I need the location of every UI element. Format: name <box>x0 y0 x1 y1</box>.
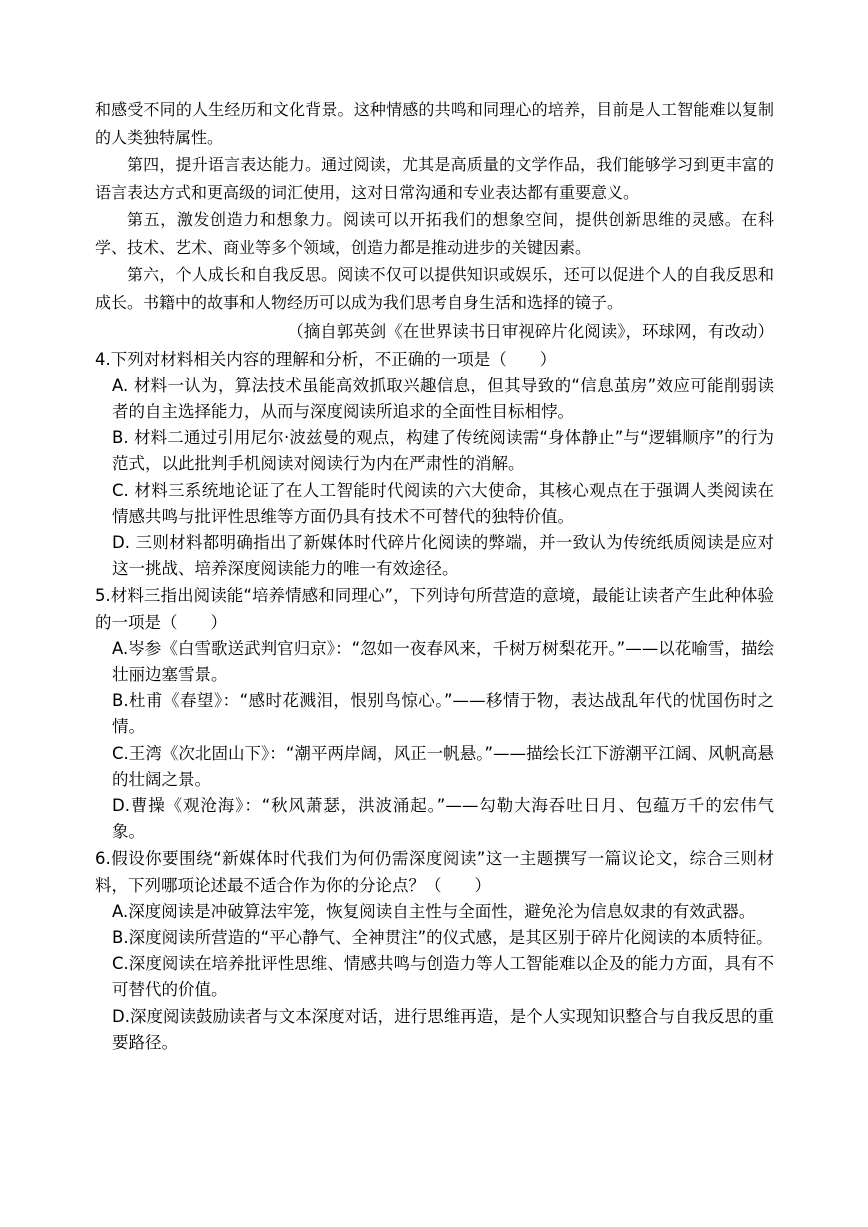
passage-paragraph: 第六，个人成长和自我反思。阅读不仅可以提供知识或娱乐，还可以促进个人的自我反思和成长。书籍中的故事和人物经历可以成为我们思考自身生活和选择的镜子。 <box>95 265 774 312</box>
passage-paragraph: 和感受不同的人生经历和文化背景。这种情感的共鸣和同理心的培养，目前是人工智能难以复制的人类独特属性。 <box>95 100 774 147</box>
reading-passage <box>95 96 774 316</box>
question-stem: 4.下列对材料相关内容的理解和分析，不正确的一项是（ ） <box>95 349 557 369</box>
option-b: B.深度阅读所营造的“平心静气、全神贯注”的仪式感，是其区别于碎片化阅读的本质特征。 <box>112 927 773 947</box>
option-d: D.曹操《观沧海》：“秋风萧瑟，洪波涌起。”——勾勒大海吞吐日月、包蕴万千的宏伟气象。 <box>112 795 774 842</box>
option-a: A. 材料一认为，算法技术虽能高效抓取兴趣信息，但其导致的“信息茧房”效应可能削弱读者的自主选择能力，从而与深度阅读所追求的全面性目标相悖。 <box>112 375 774 421</box>
question-6 <box>95 846 774 1056</box>
option-b: B.杜甫《春望》：“感时花溅泪，恨别鸟惊心。”——移情于物，表达战乱年代的忧国伤时之情。 <box>112 691 774 737</box>
option-d: D. 三则材料都明确指出了新媒体时代碎片化阅读的弊端，并一致认为传统纸质阅读是应对这一挑战、培养深度阅读能力的唯一有效途径。 <box>112 532 774 579</box>
question-4 <box>95 347 774 583</box>
option-c: C.深度阅读在培养批评性思维、情感共鸣与创造力等人工智能难以企及的能力方面，具有不可替代的价值。 <box>112 954 774 1000</box>
option-c: C. 材料三系统地论证了在人工智能时代阅读的六大使命，其核心观点在于强调人类阅读在情感共鸣与批评性思维等方面仍具有技术不可替代的独特价值。 <box>112 480 774 526</box>
passage-source: （摘自郭英剑《在世界读书日审视碎片化阅读》，环球网，有改动） <box>287 322 774 341</box>
option-a: A.岑参《白雪歌送武判官归京》：“忽如一夜春风来，千树万树梨花开。”——以花喻雪，描绘壮丽边塞雪景。 <box>112 638 774 684</box>
passage-paragraph: 第五，激发创造力和想象力。阅读可以开拓我们的想象空间，提供创新思维的灵感。在科学、技术、艺术、商业等多个领域，创造力都是推动进步的关键因素。 <box>95 210 774 257</box>
passage-paragraph: 第四，提升语言表达能力。通过阅读，尤其是高质量的文学作品，我们能够学习到更丰富的语言表达方式和更高级的词汇使用，这对日常沟通和专业表达都有重要意义。 <box>95 155 774 202</box>
option-b: B. 材料二通过引用尼尔·波兹曼的观点，构建了传统阅读需“身体静止”与“逻辑顺序”的行为范式，以此批判手机阅读对阅读行为内在严肃性的消解。 <box>112 428 774 474</box>
option-d: D.深度阅读鼓励读者与文本深度对话，进行思维再造，是个人实现知识整合与自我反思的重要路径。 <box>112 1006 774 1052</box>
option-c: C.王湾《次北固山下》：“潮平两岸阔，风正一帆悬。”——描绘长江下游潮平江阔、风帆高悬的壮阔之景。 <box>112 743 774 789</box>
question-5 <box>95 583 774 845</box>
option-a: A.深度阅读是冲破算法牢笼，恢复阅读自主性与全面性，避免沦为信息奴隶的有效武器。 <box>112 901 756 921</box>
question-stem: 6.假设你要围绕“新媒体时代我们为何仍需深度阅读”这一主题撰写一篇议论文，综合三则材料，下列哪项论述最不适合作为你的分论点？（ ） <box>95 849 774 895</box>
question-stem: 5.材料三指出阅读能“培养情感和同理心”，下列诗句所营造的意境，最能让读者产生此种体验的一项是（ ） <box>95 586 774 632</box>
